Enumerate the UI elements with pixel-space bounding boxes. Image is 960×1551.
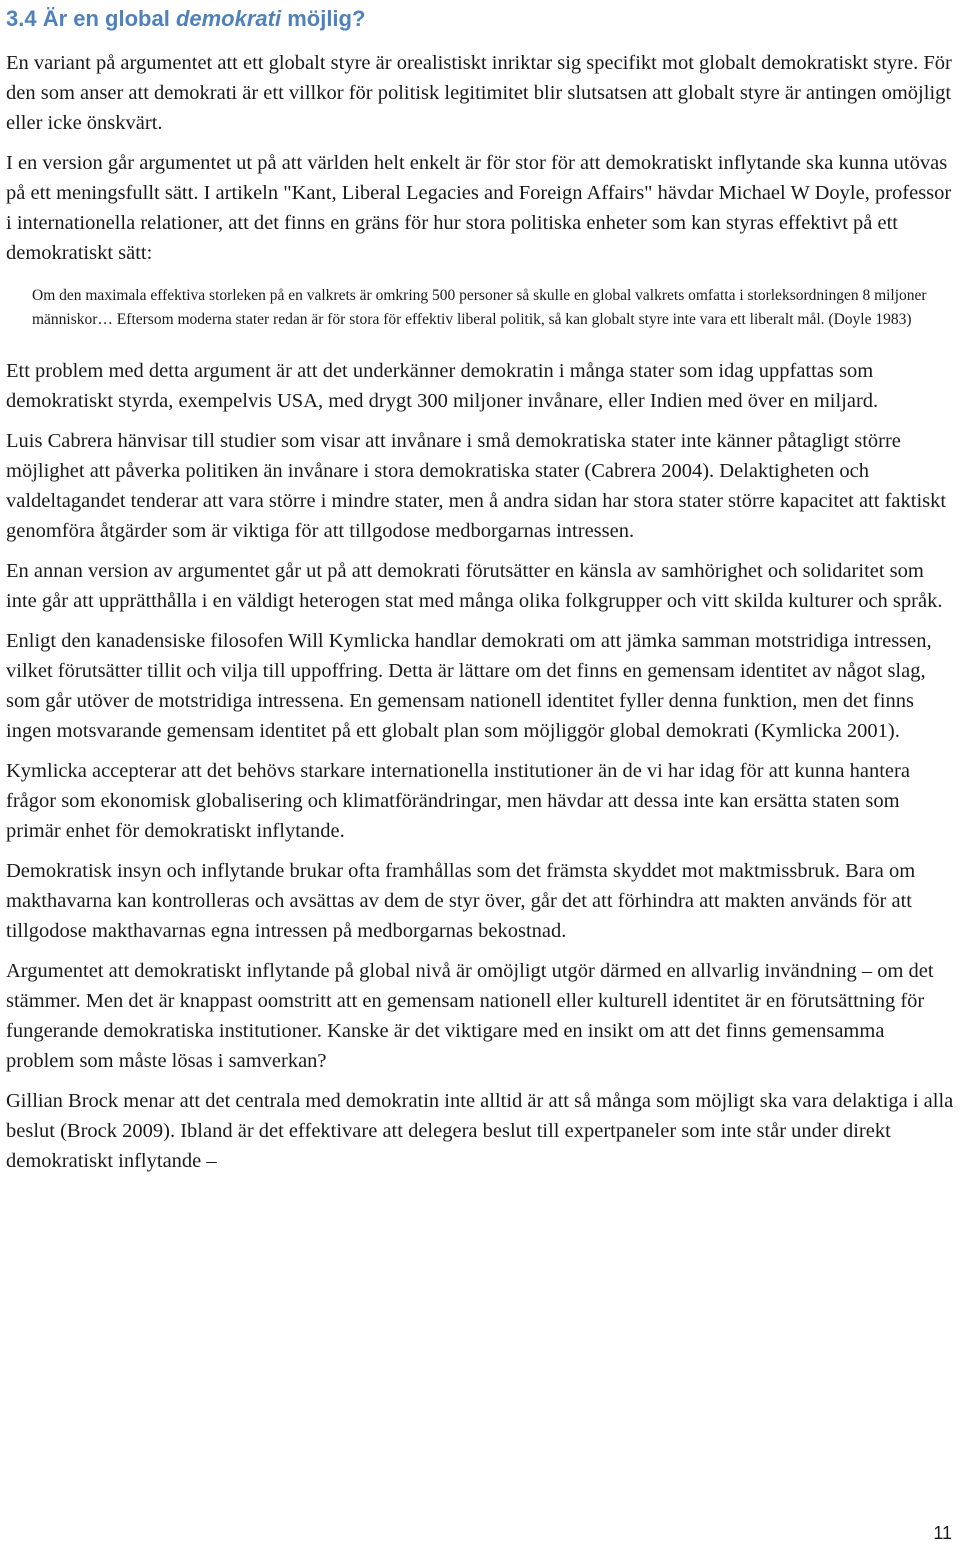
heading-suffix: möjlig? [281,6,366,31]
block-quote: Om den maximala effektiva storleken på en valkrets är omkring 500 personer så skulle en global valkrets omfatta i storleksordningen 8 miljoner människor… Eftersom moderna stater redan är för stora för effektiv liberal politik, så kan globalt styre inte vara ett liberalt mål. (Doyle 1983) [32,287,927,328]
heading-number: 3.4 Är en global [6,6,176,31]
paragraph-9: Argumentet att demokratiskt inflytande på global nivå är omöjligt utgör därmed en allvarlig invändning – om det stämmer. Men det är knappast oomstritt att en gemensam nationell eller kulturell identitet är en förutsättning för fungerande demokratiska institutioner. Kanske är det viktigare med en insikt om att det finns gemensamma problem som måste lösas i samverkan? [6,960,934,1072]
paragraph-8: Demokratisk insyn och inflytande brukar ofta framhållas som det främsta skyddet mot maktmissbruk. Bara om makthavarna kan kontrolleras och avsättas av dem de styr över, går det att förhindra att makten används för att tillgodose makthavarnas egna intressen på medborgarnas bekostnad. [6,860,916,942]
paragraph-2: I en version går argumentet ut på att världen helt enkelt är för stor för att demokratiskt inflytande ska kunna utövas på ett meningsfullt sätt. I artikeln "Kant, Liberal Legacies and Foreign Affairs" hävdar Michael W Doyle, professor i internationella relationer, att det finns en gräns för hur stora politiska enheter som kan styras effektivt på ett demokratiskt sätt: [6,152,952,264]
paragraph-5: En annan version av argumentet går ut på att demokrati förutsätter en känsla av samhörighet och solidaritet som inte går att upprätthålla i en väldigt heterogen stat med många olika folkgrupper och vitt skilda kulturer och språk. [6,560,943,612]
paragraph-3: Ett problem med detta argument är att det underkänner demokratin i många stater som idag uppfattas som demokratiskt styrda, exempelvis USA, med drygt 300 miljoner invånare, eller Indien med över en miljard. [6,360,879,412]
paragraph-4: Luis Cabrera hänvisar till studier som visar att invånare i små demokratiska stater inte känner påtagligt större möjlighet att påverka politiken än invånare i stora demokratiska stater (Cabrera 2004). Delaktigheten och valdeltagandet tenderar att vara större i mindre stater, men å andra sidan har stora stater större kapacitet att faktiskt genomföra åtgärder som är viktiga för att tillgodose medborgarnas intressen. [6,430,947,542]
heading-emphasis: demokrati [175,6,282,31]
page-number: 11 [933,1523,952,1543]
document-page [6,4,954,1186]
paragraph-6: Enligt den kanadensiske filosofen Will Kymlicka handlar demokrati om att jämka samman motstridiga intressen, vilket förutsätter tillit och vilja till uppoffring. Detta är lättare om det finns en gemensam identitet av något slag, som går utöver de motstridiga intressena. En gemensam nationell identitet fyller denna funktion, men det finns ingen motsvarande gemensam identitet på ett globalt plan som möjliggör global demokrati (Kymlicka 2001). [6,630,932,742]
paragraph-1: En variant på argumentet att ett globalt styre är orealistiskt inriktar sig specifikt mot globalt demokratiskt styre. För den som anser att demokrati är ett villkor för politisk legitimitet blir slutsatsen att globalt styre är antingen omöjligt eller icke önskvärt. [6,52,952,134]
paragraph-7: Kymlicka accepterar att det behövs starkare internationella institutioner än de vi har idag för att kunna hantera frågor som ekonomisk globalisering och klimatförändringar, men hävdar att dessa inte kan ersätta staten som primär enhet för demokratiskt inflytande. [6,760,910,842]
paragraph-10: Gillian Brock menar att det centrala med demokratin inte alltid är att så många som möjligt ska vara delaktiga i alla beslut (Brock 2009). Ibland är det effektivare att delegera beslut till expertpaneler som inte står under direkt demokratiskt inflytande – [6,1090,954,1172]
section-heading [6,4,954,34]
